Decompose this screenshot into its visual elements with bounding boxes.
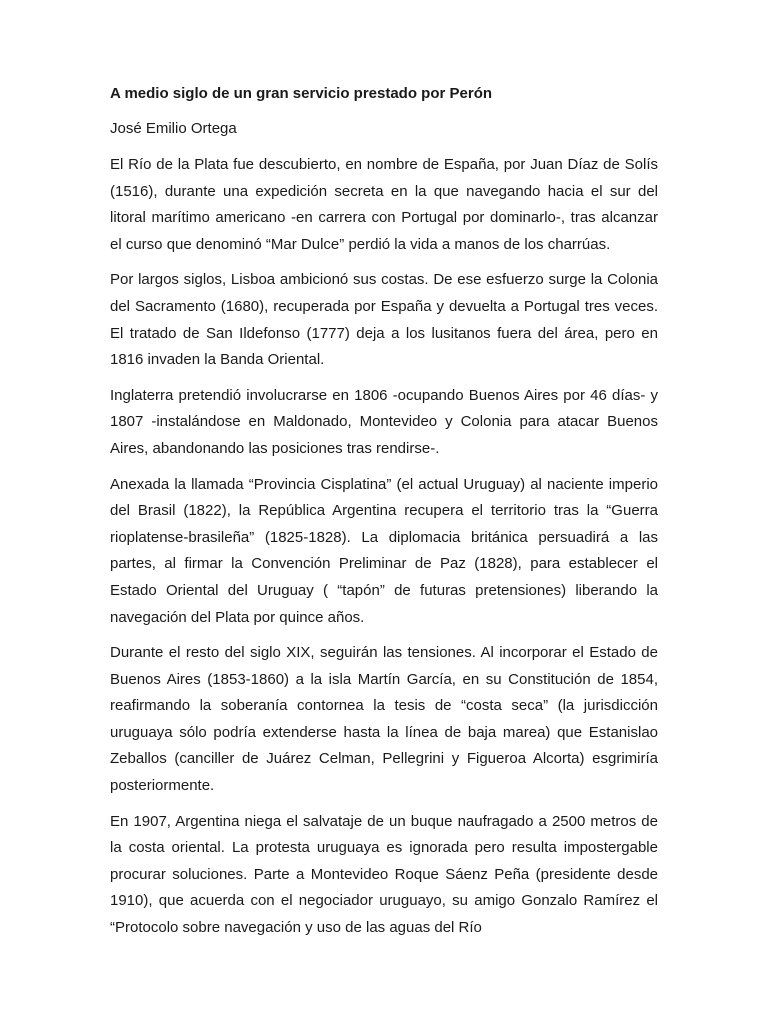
paragraph-5: Durante el resto del siglo XIX, seguirán las tensiones. Al incorporar el Estado de Buenos Aires (1853-1860) a la isla Martín García, en su Constitución de 1854, reafirmando la soberanía contornea la tesis de “costa seca” (la jurisdicción uruguaya sólo podría extenderse hasta la línea de baja marea) que Estanislao Zeballos (canciller de Juárez Celman, Pellegrini y Figueroa Alcorta) esgrimiría posteriormente. (110, 644, 658, 795)
document-page (110, 84, 658, 951)
paragraph-4: Anexada la llamada “Provincia Cisplatina” (el actual Uruguay) al naciente imperio del Brasil (1822), la República Argentina recupera el territorio tras la “Guerra rioplatense-brasileña” (1825-1828). La diplomacia británica persuadirá a las partes, al firmar la Convención Preliminar de Paz (1828), para establecer el Estado Oriental del Uruguay ( “tapón” de futuras pretensiones) liberando la navegación del Plata por quince años. (110, 475, 658, 626)
paragraph-2: Por largos siglos, Lisboa ambicionó sus costas. De ese esfuerzo surge la Colonia del Sacramento (1680), recuperada por España y devuelta a Portugal tres veces. El tratado de San Ildefonso (1777) deja a los lusitanos fuera del área, pero en 1816 invaden la Banda Oriental. (110, 271, 658, 369)
document-title: A medio siglo de un gran servicio prestado por Perón (110, 85, 493, 102)
paragraph-6: En 1907, Argentina niega el salvataje de un buque naufragado a 2500 metros de la costa oriental. La protesta uruguaya es ignorada pero resulta impostergable procurar soluciones. Parte a Montevideo Roque Sáenz Peña (presidente desde 1910), que acuerda con el negociador uruguayo, su amigo Gonzalo Ramírez el “Protocolo sobre navegación y uso de las aguas del Río (110, 812, 658, 937)
paragraph-1: El Río de la Plata fue descubierto, en nombre de España, por Juan Díaz de Solís (1516), durante una expedición secreta en la que navegando hacia el sur del litoral marítimo americano -en carrera con Portugal por dominarlo-, tras alcanzar el curso que denominó “Mar Dulce” perdió la vida a manos de los charrúas. (110, 156, 658, 253)
paragraph-3: Inglaterra pretendió involucrarse en 1806 -ocupando Buenos Aires por 46 días- y 1807 -instalándose en Maldonado, Montevideo y Colonia para atacar Buenos Aires, abandonando las posiciones tras rendirse-. (110, 386, 658, 457)
document-author: José Emilio Ortega (110, 120, 237, 137)
